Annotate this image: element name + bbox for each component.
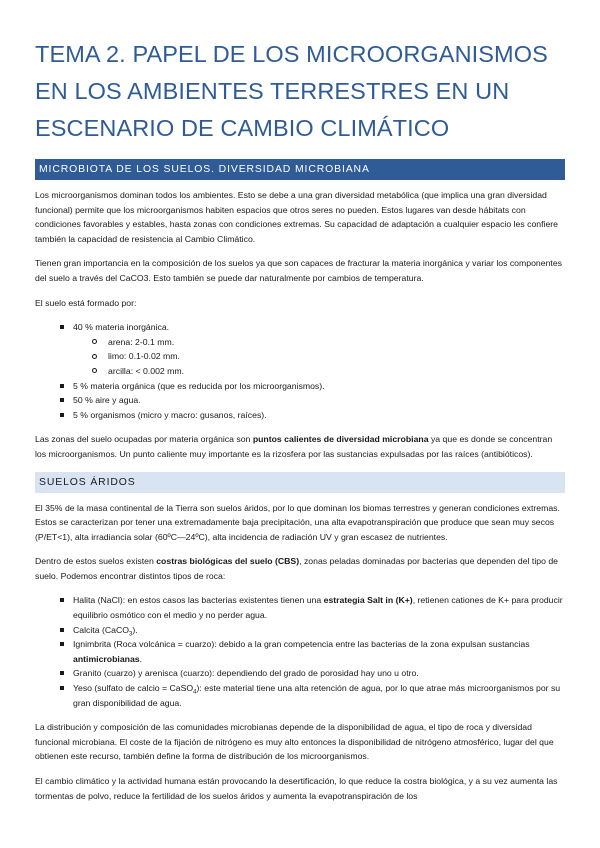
- section-heading-microbiota: MICROBIOTA DE LOS SUELOS. DIVERSIDAD MICROBIANA: [35, 159, 565, 180]
- text-span: , zonas peladas dominadas por bacterias que dependen del tipo de suelo. Podemos encontrar distintos tipos de roca:: [35, 556, 559, 581]
- bold-term: estrategia Salt in (K+): [323, 595, 413, 606]
- subscript: 3: [129, 631, 133, 638]
- paragraph-arid-soils: El 35% de la masa continental de la Tierra son suelos áridos, por lo que dominan los biomas terrestres y generan condiciones extremas. Estos se caracterizan por tener una extremadamente baja precipitación, una alta evapotranspiración que produce que sean muy secos (P/ET<1), alta irradiancia solar (60ºC—24ºC), alta incidencia de radiación UV y gran escasez de nutrientes.: [35, 502, 560, 542]
- document-title: TEMA 2. PAPEL DE LOS MICROORGANISMOS EN LOS AMBIENTES TERRESTRES EN UN ESCENARIO DE CAMBIO CLIMÁTICO: [35, 41, 548, 141]
- particle-size-list: [73, 335, 565, 379]
- list-item: 50 % aire y agua.: [35, 393, 565, 408]
- paragraph-dominance: Los microorganismos dominan todos los ambientes. Esto se debe a una gran diversidad metabólica (que implica una gran diversidad funcional) permite que los microorganismos habiten espacios que otros seres no pueden. Estos lugares van desde hábitats con condiciones favorables y estables, hasta zonas con condiciones extremas. Su capacidad de adaptación a cualquier espacio les confiere también la capacidad de resistencia al Cambio Climático.: [35, 190, 559, 244]
- text-span: Calcita (CaCO: [73, 624, 129, 635]
- list-item: limo: 0.1-0.02 mm.: [73, 349, 565, 364]
- list-item: arena: 2-0.1 mm.: [73, 335, 565, 350]
- paragraph-climate-change: El cambio climático y la actividad humana están provocando la desertificación, lo que reduce la costra biológica, y a su vez aumenta las tormentas de polvo, reduce la fertilidad de los suelos áridos y aumenta la evapotranspiración de los: [35, 776, 558, 801]
- text-span: , retienen cationes de K+ para producir equilibrio osmótico con el medio y no perder agua.: [73, 595, 563, 621]
- text-span: Las zonas del suelo ocupadas por materia orgánica son: [35, 434, 253, 445]
- text-span: Yeso (sulfato de calcio = CaSO: [73, 683, 194, 694]
- list-item: [35, 320, 565, 378]
- subscript: 4: [193, 689, 197, 696]
- bold-term: puntos calientes de diversidad microbiana: [252, 434, 429, 445]
- paragraph-hotspots: [35, 432, 565, 461]
- text-span: Dentro de estos suelos existen: [35, 556, 157, 567]
- text-span: ).: [132, 624, 138, 635]
- bold-term: antimicrobianas: [73, 653, 140, 664]
- list-item-granito: Granito (cuarzo) y arenisca (cuarzo): dependiendo del grado de porosidad hay uno u otro.: [35, 666, 565, 681]
- paragraph-soil-intro: El suelo está formado por:: [35, 297, 137, 308]
- list-item: 5 % organismos (micro y macro: gusanos, raíces).: [35, 408, 565, 423]
- list-item-calcita: [35, 623, 565, 638]
- paragraph-cbs: [35, 554, 565, 583]
- list-item: arcilla: < 0.002 mm.: [73, 364, 565, 379]
- paragraph-distribution: La distribución y composición de las comunidades microbianas depende de la disponibilidad de agua, el tipo de roca y diversidad funcional microbiana. El coste de la fijación de nitrógeno es muy alto entonces la disponibilidad de nitrógeno atmosférico, lugar del que obtienen este recurso, también define la forma de distribución de los microorganismos.: [35, 722, 554, 762]
- list-item-halita: [35, 593, 565, 622]
- text-span: Halita (NaCl): en estos casos las bacterias existentes tienen una: [73, 595, 324, 606]
- rock-types-list: [35, 593, 565, 710]
- paragraph-soil-importance: Tienen gran importancia en la composición de los suelos ya que son capaces de fracturar la materia inorgánica y variar los componentes del suelo a través del CaCO3. Esto también se puede dar naturalmente por cambios de temperatura.: [35, 258, 563, 283]
- text-span: .: [139, 653, 143, 664]
- list-item: 5 % materia orgánica (que es reducida por los microorganismos).: [35, 379, 565, 394]
- list-item-ignimbrita: [35, 637, 565, 666]
- section-heading-arid-soils: SUELOS ÁRIDOS: [35, 472, 565, 493]
- soil-composition-list: [35, 320, 565, 422]
- bold-term: costras biológicas del suelo (CBS): [156, 556, 300, 567]
- list-item-yeso: [35, 681, 565, 710]
- composition-mineral: 40 % materia inorgánica.: [73, 322, 170, 333]
- text-span: ): este material tiene una alta retención de agua, por lo que atrae más microorganismos por su gran disponibilidad de agua.: [73, 683, 561, 708]
- text-span: ya que es donde se concentran los microorganismos. Un punto caliente muy importante es la rizosfera por las sustancias expulsadas por las raíces (antibióticos).: [35, 434, 553, 459]
- text-span: Ignimbrita (Roca volcánica = cuarzo): debido a la gran competencia entre las bacterias de la zona expulsan sustancias: [73, 639, 530, 650]
